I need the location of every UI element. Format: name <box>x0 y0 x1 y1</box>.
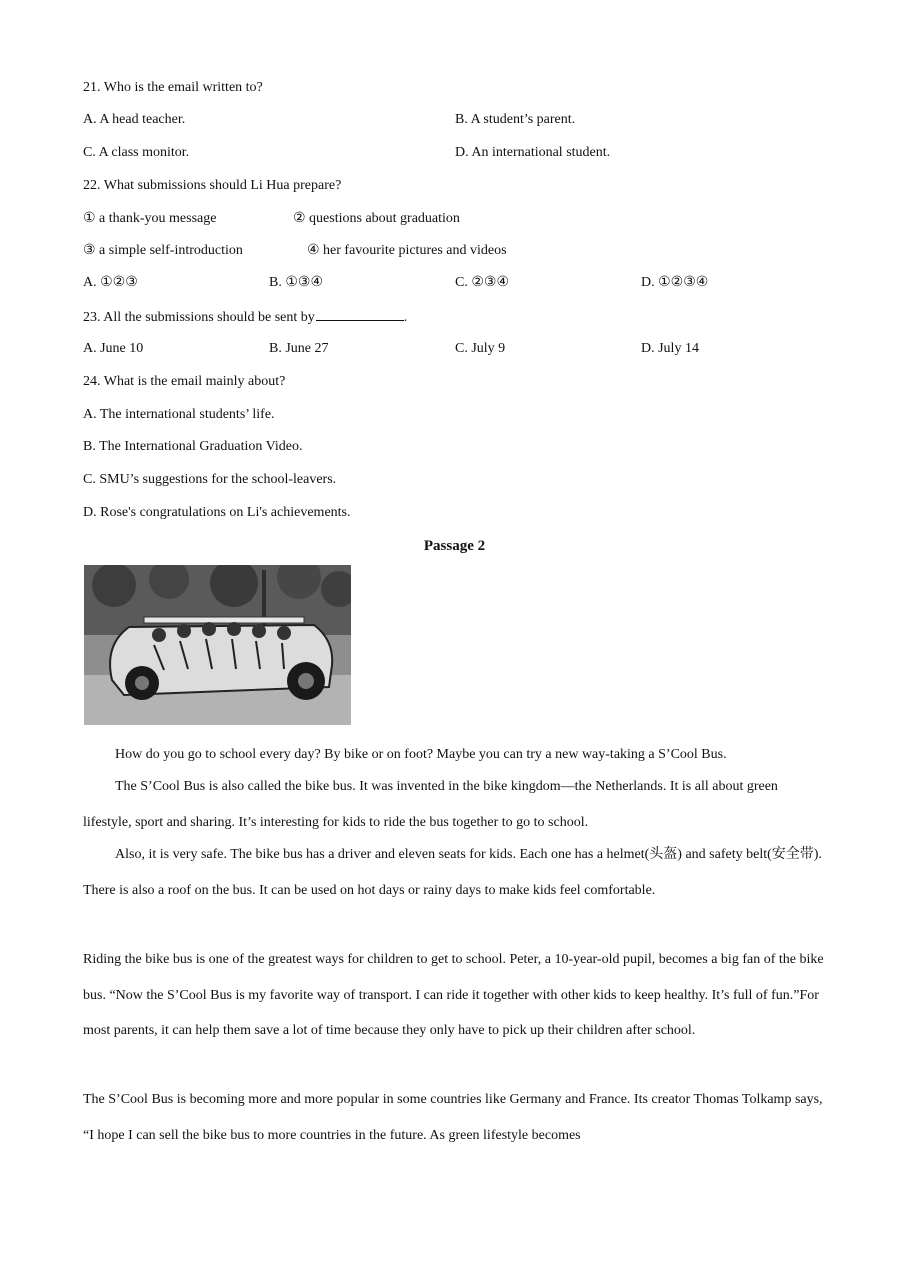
passage-title: Passage 2 <box>423 538 486 554</box>
q22-item-3: ③ a simple self-introduction <box>83 243 243 258</box>
q23-stem-end: . <box>403 310 408 325</box>
q22-item-2: ② questions about graduation <box>293 211 460 226</box>
q22-option-c: C. ②③④ <box>455 275 509 290</box>
q24-option-a: A. The international students’ life. <box>83 407 275 422</box>
q22-option-a: A. ①②③ <box>83 275 138 290</box>
q22-option-d: D. ①②③④ <box>641 275 709 290</box>
q23-stem-line <box>83 308 407 327</box>
q24-option-b: B. The International Graduation Video. <box>83 439 303 454</box>
q23-option-a: A. June 10 <box>83 341 144 356</box>
passage-paragraph-2: The S’Cool Bus is also called the bike bus. It was invented in the bike kingdom—the Netherlands. It is all about green lifestyle, sport and sharing. It’s interesting for kids to ride the bus together to go to school. <box>83 779 778 830</box>
q22-stem: 22. What submissions should Li Hua prepare? <box>83 178 342 193</box>
passage-paragraph-3: Also, it is very safe. The bike bus has a driver and eleven seats for kids. Each one has a helmet(头盔) and safety belt(安全带). There is also a roof on the bus. It can be used on hot days or rainy days to make kids feel comfortable. <box>83 847 822 898</box>
passage-paragraph-1: How do you go to school every day? By bike or on foot? Maybe you can try a new way-taking a S’Cool Bus. <box>115 747 727 762</box>
q24-option-d: D. Rose's congratulations on Li's achievements. <box>83 505 351 520</box>
q23-option-d: D. July 14 <box>641 341 699 356</box>
q24-option-c: C. SMU’s suggestions for the school-leavers. <box>83 472 337 487</box>
q21-option-b: B. A student’s parent. <box>455 112 576 127</box>
passage-paragraph-5: The S’Cool Bus is becoming more and more popular in some countries like Germany and France. Its creator Thomas Tolkamp says, “I hope I can sell the bike bus to more countries in the future. As green lifestyle becomes <box>83 1092 823 1143</box>
q23-answer-blank <box>316 308 404 321</box>
q24-stem: 24. What is the email mainly about? <box>83 374 286 389</box>
q23-option-b: B. June 27 <box>269 341 329 356</box>
bike-bus-photo <box>84 565 351 725</box>
q21-option-d: D. An international student. <box>455 145 611 160</box>
passage-paragraph-4: Riding the bike bus is one of the greatest ways for children to get to school. Peter, a 10-year-old pupil, becomes a big fan of the bike bus. “Now the S’Cool Bus is my favorite way of transport. I can ride it together with other kids to keep healthy. It’s full of fun.”For most parents, it can help them save a lot of time because they only have to pick up their children after school. <box>83 952 824 1038</box>
q21-option-c: C. A class monitor. <box>83 145 190 160</box>
q21-option-a: A. A head teacher. <box>83 112 186 127</box>
q22-item-1: ① a thank-you message <box>83 211 217 226</box>
q21-stem: 21. Who is the email written to? <box>83 80 263 95</box>
q23-stem: 23. All the submissions should be sent by <box>83 310 315 325</box>
q23-option-c: C. July 9 <box>455 341 506 356</box>
q22-option-b: B. ①③④ <box>269 275 323 290</box>
q22-item-4: ④ her favourite pictures and videos <box>307 243 507 258</box>
